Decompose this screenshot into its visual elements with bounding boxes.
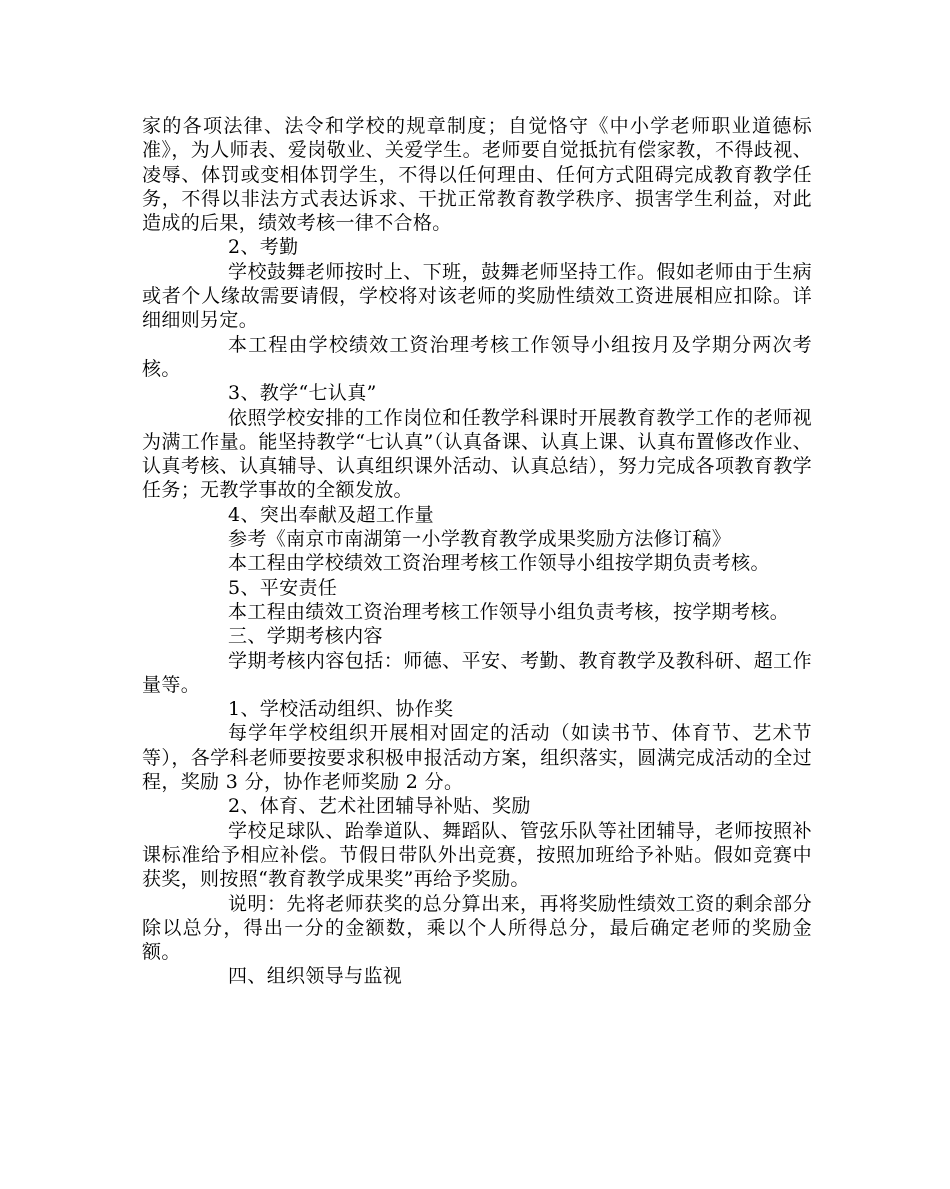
heading-semester-content: 三、学期考核内容 — [228, 625, 383, 648]
document-body — [142, 114, 812, 989]
heading-safety: 5、平安责任 — [228, 576, 338, 599]
heading-activity-award: 1、学校活动组织、协作奖 — [228, 698, 454, 721]
paragraph-activity-award: 每学年学校组织开展相对固定的活动（如读书节、体育节、艺术节等），各学科老师要按要求积极申报活动方案，组织落实，圆满完成活动的全过程，奖励 3 分，协作老师奖励 2 分。 — [142, 722, 812, 794]
heading-club-subsidy: 2、体育、艺术社团辅导补贴、奖励 — [228, 795, 531, 818]
paragraph-club-subsidy: 学校足球队、跆拳道队、舞蹈队、管弦乐队等社团辅导，老师按照补课标准给予相应补偿。节假日带队外出竞赛，按照加班给予补贴。假如竞赛中获奖，则按照“教育教学成果奖”再给予奖励。 — [142, 819, 812, 891]
paragraph-attendance-assessment: 本工程由学校绩效工资治理考核工作领导小组按月及学期分两次考核。 — [142, 333, 812, 380]
paragraph-explanation: 说明：先将老师获奖的总分算出来，再将奖励性绩效工资的剩余部分除以总分，得出一分的金额数，乘以个人所得总分，最后确定老师的奖励金额。 — [142, 892, 812, 964]
heading-seven-earnest: 3、教学“七认真” — [228, 382, 377, 405]
paragraph-safety: 本工程由绩效工资治理考核工作领导小组负责考核，按学期考核。 — [228, 600, 790, 623]
heading-organization: 四、组织领导与监视 — [228, 965, 403, 988]
paragraph-reference: 参考《南京市南湖第一小学教育教学成果奖励方法修订稿》 — [228, 528, 732, 551]
heading-attendance: 2、考勤 — [228, 236, 299, 259]
paragraph-attendance: 学校鼓舞老师按时上、下班，鼓舞老师坚持工作。假如老师由于生病或者个人缘故需要请假，学校将对该老师的奖励性绩效工资进展相应扣除。详细细则另定。 — [142, 260, 812, 332]
paragraph-seven-earnest: 依照学校安排的工作岗位和任教学科课时开展教育教学工作的老师视为满工作量。能坚持教学“七认真”（认真备课、认真上课、认真布置修改作业、认真考核、认真辅导、认真组织课外活动、认真总结），努力完成各项教育教学任务；无教学事故的全额发放。 — [142, 406, 812, 502]
paragraph-ethics-continued: 家的各项法律、法令和学校的规章制度；自觉恪守《中小学老师职业道德标准》，为人师表、爱岗敬业、关爱学生。老师要自觉抵抗有偿家教，不得歧视、凌辱、体罚或变相体罚学生，不得以任何理由、任何方式阻碍完成教育教学任务，不得以非法方式表达诉求、干扰正常教育教学秩序、损害学生利益，对此造成的后果，绩效考核一律不合格。 — [142, 115, 812, 235]
heading-contribution: 4、突出奉献及超工作量 — [228, 503, 434, 526]
paragraph-semester-content: 学期考核内容包括：师德、平安、考勤、教育教学及教科研、超工作量等。 — [142, 649, 812, 696]
paragraph-contribution-assessment: 本工程由学校绩效工资治理考核工作领导小组按学期负责考核。 — [228, 552, 770, 575]
